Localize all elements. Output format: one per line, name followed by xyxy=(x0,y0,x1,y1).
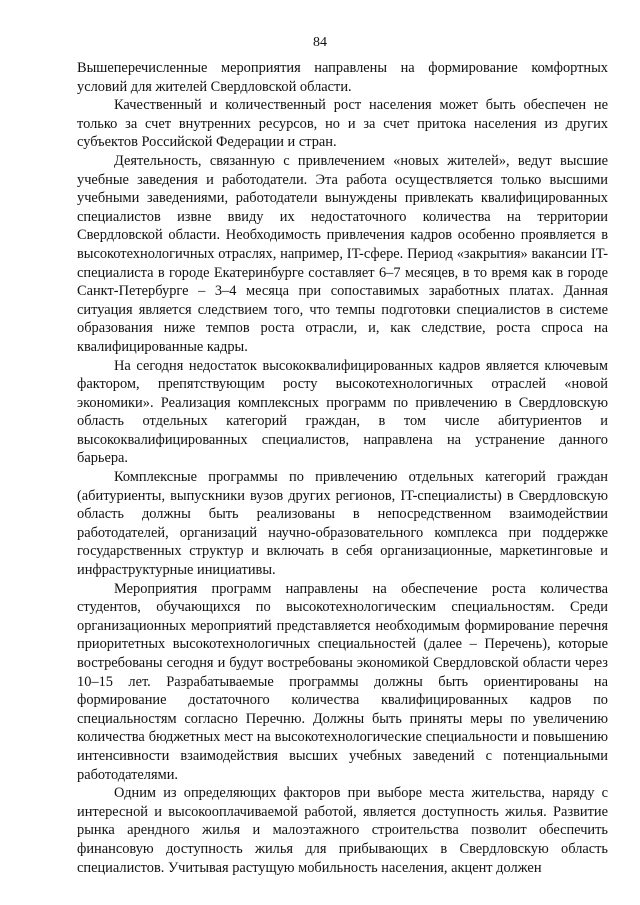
paragraph-7: Одним из определяющих факторов при выборе места жительства, наряду с интересной и высокооплачиваемой работой, является доступность жилья. Развитие рынка арендного жилья и малоэтажного строительства позволит обеспечить финансовую доступность жилья для прибывающих в Свердловскую область специалистов. Учитывая растущую мобильность населения, акцент должен xyxy=(77,785,608,876)
document-body xyxy=(77,59,608,877)
paragraph-6: Мероприятия программ направлены на обеспечение роста количества студентов, обучающихся по высокотехнологическим специальностям. Среди организационных мероприятий представляется необходимым формирование перечня приоритетных высокотехнологичных специальностей (далее – Перечень), которые востребованы сегодня и будут востребованы экономикой Свердловской области через 10–15 лет. Разрабатываемые программы должны быть ориентированы на формирование достаточного количества квалифицированных кадров по специальностям согласно Перечню. Должны быть приняты меры по увеличению количества бюджетных мест на высокотехнологические специальности и повышению интенсивности взаимодействия высших учебных заведений с потенциальными работодателями. xyxy=(77,580,608,783)
paragraph-5: Комплексные программы по привлечению отдельных категорий граждан (абитуриенты, выпускники вузов других регионов, IT-специалисты) в Свердловскую область должны быть реализованы в непосредственном взаимодействии работодателей, организаций научно-образовательного комплекса при поддержке государственных структур и включать в себя организационные, маркетинговые и инфраструктурные инициативы. xyxy=(77,469,608,579)
paragraph-3: Деятельность, связанную с привлечением «новых жителей», ведут высшие учебные заведения и работодатели. Эта работа осуществляется только высшими учебными заведениями, работодатели вынуждены привлекать квалифицированных специалистов извне ввиду их недостаточного количества на территории Свердловской области. Необходимость привлечения кадров особенно проявляется в высокотехнологичных отраслях, например, IT-сфере. Период «закрытия» вакансии IT-специалиста в городе Екатеринбурге составляет 6–7 месяцев, в то время как в городе Санкт-Петербурге – 3–4 месяца при сопоставимых заработных платах. Данная ситуация является следствием того, что темпы подготовки специалистов в системе образования ниже темпов роста отрасли, и, как следствие, роста спроса на квалифицированные кадры. xyxy=(77,152,608,355)
paragraph-2: Качественный и количественный рост населения может быть обеспечен не только за счет внутренних ресурсов, но и за счет притока населения из других субъектов Российской Федерации и стран. xyxy=(77,97,608,151)
paragraph-4: На сегодня недостаток высококвалифицированных кадров является ключевым фактором, препятствующим росту высокотехнологичных отраслей «новой экономики». Реализация комплексных программ по привлечению в Свердловскую область отдельных категорий граждан, в том числе абитуриентов и высококвалифицированных специалистов, направлена на устранение данного барьера. xyxy=(77,357,608,467)
paragraph-1: Вышеперечисленные мероприятия направлены на формирование комфортных условий для жителей Свердловской области. xyxy=(77,60,608,95)
page-number: 84 xyxy=(313,35,327,50)
